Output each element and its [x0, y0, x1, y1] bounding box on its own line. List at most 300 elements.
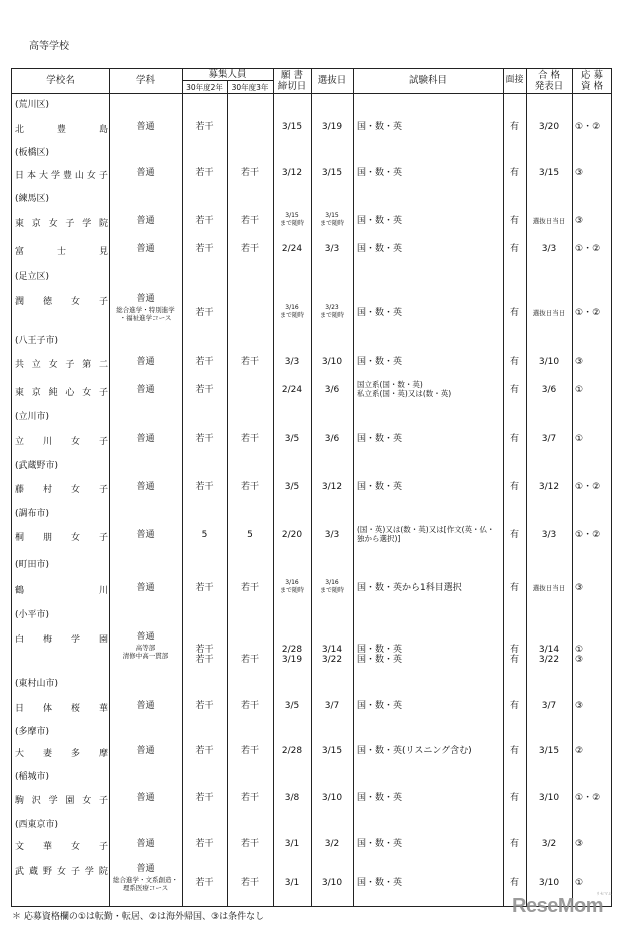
- qualification: ③: [575, 216, 584, 226]
- school-name-char: 学: [84, 867, 94, 877]
- subjects-line: 国立系(国・数・英): [357, 380, 423, 389]
- school-name-char: 第: [82, 360, 92, 370]
- result: 3/10: [538, 357, 560, 367]
- school-name: [15, 385, 108, 398]
- admissions-table: [11, 68, 612, 907]
- result: 選抜日当日: [532, 584, 566, 592]
- header-divider: [12, 93, 611, 94]
- dept: 普通: [136, 864, 155, 874]
- school-name-char: 妻: [42, 749, 52, 759]
- deadline-date: 3/16: [285, 304, 299, 311]
- school-name-char: 子: [98, 533, 108, 543]
- header-result-2: 発表日: [534, 81, 564, 92]
- school-name-char: 川: [42, 437, 52, 447]
- subjects: 国・数・英: [357, 216, 403, 226]
- subjects: 国・数・英: [357, 839, 403, 849]
- subjects: 国・数・英: [357, 308, 403, 318]
- exam: 3/7: [324, 701, 340, 711]
- y2: 若干: [195, 385, 214, 395]
- school-name-char: 学: [48, 796, 58, 806]
- interview: 有: [509, 385, 519, 395]
- school-name-char: 山: [74, 171, 84, 181]
- exam: 3/15: [321, 746, 343, 756]
- district-label: (調布市): [15, 509, 50, 519]
- school-name: [15, 583, 108, 596]
- qualification: ③: [575, 357, 584, 367]
- district-label: (西東京市): [15, 820, 59, 830]
- school-name: [15, 216, 108, 229]
- dept-course: ・福祉進学コース: [119, 314, 172, 322]
- school-name-char: 女: [70, 533, 80, 543]
- qualification: ①・②: [575, 308, 601, 318]
- exam: 3/14: [321, 645, 343, 655]
- y3: 若干: [240, 746, 259, 756]
- subjects: 国・数・英: [357, 434, 403, 444]
- subjects: 国・数・英: [357, 357, 403, 367]
- school-name: [15, 168, 108, 181]
- subjects: 国・数・英から1科目選択: [357, 583, 462, 593]
- y2: 若干: [195, 655, 214, 665]
- interview: 有: [509, 839, 519, 849]
- school-name-char: 朋: [42, 533, 52, 543]
- school-name-char: 摩: [98, 749, 108, 759]
- exam-note: まで随時: [319, 220, 344, 227]
- y2: 若干: [195, 482, 214, 492]
- y2: 若干: [195, 308, 214, 318]
- school-name-char: 文: [15, 842, 25, 852]
- school-name-char: 多: [70, 749, 80, 759]
- qualification: ①: [575, 385, 584, 395]
- dept-course: 高等部: [135, 644, 156, 652]
- qualification: ③: [575, 168, 584, 178]
- result: 3/7: [541, 701, 557, 711]
- result: 3/7: [541, 434, 557, 444]
- watermark-kana: リセマム: [596, 891, 612, 896]
- y2: 5: [201, 530, 208, 540]
- header-recruit-y3: 30年度3年: [231, 83, 269, 92]
- y2: 若干: [195, 701, 214, 711]
- dept-course: 総合進学・文系創造・: [113, 876, 178, 884]
- col-divider: [572, 69, 573, 906]
- dept-course: 理系医療コース: [122, 884, 169, 892]
- y3: 若干: [240, 244, 259, 254]
- y3: 若干: [240, 168, 259, 178]
- header-qualification-1: 応 募: [580, 70, 604, 81]
- qualification: ②: [575, 746, 584, 756]
- school-name-char: 体: [42, 704, 52, 714]
- subjects: 国・数・英: [357, 793, 403, 803]
- deadline: 2/28: [281, 645, 303, 655]
- school-name-char: 東: [15, 388, 25, 398]
- school-name-char: 院: [98, 867, 108, 877]
- school-name-char: 徳: [42, 297, 52, 307]
- school-name-char: 心: [65, 388, 75, 398]
- interview: 有: [509, 793, 519, 803]
- school-name-char: 女: [86, 171, 96, 181]
- result: 3/20: [538, 122, 560, 132]
- y3: 若干: [240, 701, 259, 711]
- result: 3/12: [538, 482, 560, 492]
- school-name: [15, 701, 108, 714]
- header-school: 学校名: [46, 75, 75, 86]
- school-name: [15, 357, 108, 370]
- school-name-char: 豊: [62, 171, 72, 181]
- school-name-char: 大: [38, 171, 48, 181]
- interview: 有: [509, 357, 519, 367]
- dept: 普通: [136, 434, 155, 444]
- deadline-date: 3/16: [285, 579, 299, 586]
- dept: 普通: [136, 793, 155, 803]
- y3: 若干: [240, 839, 259, 849]
- result: 3/15: [538, 168, 560, 178]
- school-name: [15, 482, 108, 495]
- school-name: [15, 244, 108, 257]
- dept: 普通: [136, 583, 155, 593]
- deadline: 2/28: [281, 746, 303, 756]
- qualification: ①: [575, 645, 584, 655]
- deadline: 3/5: [284, 482, 300, 492]
- subjects: 国・数・英: [357, 645, 403, 655]
- header-subjects: 試験科目: [408, 75, 447, 86]
- interview: 有: [509, 244, 519, 254]
- district-label: (武蔵野市): [15, 461, 59, 471]
- y3: 若干: [240, 357, 259, 367]
- school-name-char: 士: [56, 247, 66, 257]
- dept-course: 清修中高一貫部: [122, 652, 169, 660]
- result: 3/22: [538, 655, 560, 665]
- result: 3/2: [541, 839, 557, 849]
- school-name-char: 学: [82, 219, 92, 229]
- school-name-char: 鶴: [15, 586, 25, 596]
- result: 3/15: [538, 746, 560, 756]
- exam: 3/19: [321, 122, 343, 132]
- exam-note: まで随時: [319, 587, 344, 594]
- y3: 若干: [240, 793, 259, 803]
- school-name-char: 女: [70, 842, 80, 852]
- school-name-char: 立: [15, 437, 25, 447]
- dept: 普通: [136, 357, 155, 367]
- school-name-char: 本: [26, 171, 36, 181]
- exam-note: まで随時: [319, 312, 344, 319]
- y3: 若干: [240, 583, 259, 593]
- qualification: ①・②: [575, 530, 601, 540]
- deadline: 3/15: [281, 122, 303, 132]
- exam: 3/2: [324, 839, 340, 849]
- deadline-note: まで随時: [279, 220, 304, 227]
- qualification: ①・②: [575, 244, 601, 254]
- school-name-char: 桜: [70, 704, 80, 714]
- exam-date: 3/16: [325, 579, 339, 586]
- school-name-char: 駒: [15, 796, 25, 806]
- school-name-char: 京: [31, 219, 41, 229]
- dept: 普通: [136, 701, 155, 711]
- subheader-divider: [182, 80, 273, 81]
- school-name-char: 子: [98, 297, 108, 307]
- school-name-char: 学: [50, 171, 60, 181]
- school-name-char: 女: [70, 485, 80, 495]
- subjects-line: (国・英)又は(数・英)又は[作文(英・仏・: [357, 525, 495, 534]
- school-name-char: 女: [70, 297, 80, 307]
- y2: 若干: [195, 244, 214, 254]
- header-deadline-2: 締切日: [277, 81, 307, 92]
- y2: 若干: [195, 168, 214, 178]
- qualification: ①・②: [575, 482, 601, 492]
- interview: 有: [509, 530, 519, 540]
- deadline: 3/5: [284, 701, 300, 711]
- school-name-char: 子: [70, 867, 80, 877]
- col-divider: [227, 81, 228, 906]
- header-qualification-2: 資 格: [580, 81, 604, 92]
- school-name-char: 大: [15, 749, 25, 759]
- subjects: 国・数・英(リスニング含む): [357, 746, 472, 756]
- school-name: [15, 434, 108, 447]
- school-name-char: 日: [15, 171, 25, 181]
- deadline: 3/1: [284, 878, 300, 888]
- deadline: 2/24: [281, 385, 303, 395]
- school-name-char: 二: [98, 360, 108, 370]
- qualification: ①: [575, 878, 584, 888]
- exam: 3/6: [324, 385, 340, 395]
- school-name-char: 日: [15, 704, 25, 714]
- exam: 3/15: [321, 168, 343, 178]
- interview: 有: [509, 655, 519, 665]
- y2: 若干: [195, 839, 214, 849]
- deadline: 3/8: [284, 793, 300, 803]
- interview: 有: [509, 308, 519, 318]
- school-name-char: 華: [42, 842, 52, 852]
- school-name-char: 沢: [31, 796, 41, 806]
- deadline: 2/24: [281, 244, 303, 254]
- district-label: (八王子市): [15, 336, 59, 346]
- school-name: [15, 793, 108, 806]
- exam: 3/10: [321, 793, 343, 803]
- district-label: (小平市): [15, 610, 50, 620]
- interview: 有: [509, 434, 519, 444]
- y2: 若干: [195, 357, 214, 367]
- district-label: (東村山市): [15, 679, 59, 689]
- district-label: (板橋区): [15, 148, 50, 158]
- exam-date: 3/23: [325, 304, 339, 311]
- header-deadline-1: 願 書: [280, 70, 304, 81]
- qualification: ③: [575, 583, 584, 593]
- deadline-note: まで随時: [279, 587, 304, 594]
- dept: 普通: [136, 839, 155, 849]
- dept: 普通: [136, 294, 155, 304]
- district-label: (多摩市): [15, 727, 50, 737]
- y2: 若干: [195, 645, 214, 655]
- exam-date: 3/15: [325, 212, 339, 219]
- y3: 若干: [240, 878, 259, 888]
- school-name-char: 子: [98, 842, 108, 852]
- district-label: (稲城市): [15, 772, 50, 782]
- school-name-char: 女: [56, 867, 66, 877]
- school-name-char: 純: [48, 388, 58, 398]
- y3: 若干: [240, 216, 259, 226]
- header-exam-date: 選抜日: [317, 75, 347, 86]
- school-name-char: 学: [70, 635, 80, 645]
- dept: 普通: [136, 168, 155, 178]
- dept: 普通: [136, 530, 155, 540]
- y3: 5: [247, 530, 253, 540]
- col-divider: [353, 69, 354, 906]
- deadline: 2/20: [281, 530, 303, 540]
- subjects: 国・数・英: [357, 701, 403, 711]
- school-name-char: 子: [65, 360, 75, 370]
- y2: 若干: [195, 793, 214, 803]
- school-name: [15, 530, 108, 543]
- header-recruit: 募集人員: [208, 69, 247, 80]
- school-name: [15, 746, 108, 759]
- interview: 有: [509, 645, 519, 655]
- school-name: [15, 864, 108, 877]
- dept-course: 総合進学・特別進学: [116, 306, 175, 314]
- exam: 3/10: [321, 357, 343, 367]
- y2: 若干: [195, 878, 214, 888]
- school-name-char: 豊: [56, 125, 66, 135]
- qualification: ③: [575, 839, 584, 849]
- school-name-char: 武: [15, 867, 25, 877]
- school-name-char: 子: [98, 796, 108, 806]
- school-name-char: 島: [98, 125, 108, 135]
- exam: 3/12: [321, 482, 343, 492]
- school-name: [15, 632, 108, 645]
- school-name-char: 潤: [15, 297, 25, 307]
- result: 3/14: [538, 645, 560, 655]
- subjects: 国・数・英: [357, 655, 403, 665]
- interview: 有: [509, 482, 519, 492]
- deadline: 3/3: [284, 357, 300, 367]
- exam: 3/6: [324, 434, 340, 444]
- qualification: ③: [575, 655, 584, 665]
- footnote: ＊ 応募資格欄の①は転勤・転居、②は海外帰国、③は条件なし: [12, 912, 265, 922]
- result: 選抜日当日: [532, 217, 566, 225]
- deadline-date: 3/15: [285, 212, 299, 219]
- school-name-char: 白: [15, 635, 25, 645]
- dept: 普通: [136, 632, 155, 642]
- y3: 若干: [240, 655, 259, 665]
- interview: 有: [509, 216, 519, 226]
- y2: 若干: [195, 746, 214, 756]
- school-name-char: 富: [15, 247, 25, 257]
- school-name: [15, 122, 108, 135]
- qualification: ①・②: [575, 793, 601, 803]
- school-name-char: 梅: [42, 635, 52, 645]
- school-name: [15, 839, 108, 852]
- dept: 普通: [136, 122, 155, 132]
- school-name-char: 子: [98, 437, 108, 447]
- school-name-char: 北: [15, 125, 25, 135]
- school-name-char: 園: [98, 635, 108, 645]
- school-name-char: 東: [15, 219, 25, 229]
- school-name-char: 子: [65, 219, 75, 229]
- subjects: 国・数・英: [357, 244, 403, 254]
- school-name-char: 女: [48, 219, 58, 229]
- interview: 有: [509, 168, 519, 178]
- qualification: ①・②: [575, 122, 601, 132]
- interview: 有: [509, 746, 519, 756]
- exam: 3/3: [324, 244, 340, 254]
- exam: 3/3: [324, 530, 340, 540]
- qualification: ③: [575, 701, 584, 711]
- y2: 若干: [195, 434, 214, 444]
- school-name-char: 子: [98, 485, 108, 495]
- result: 3/10: [538, 793, 560, 803]
- school-name-char: 子: [98, 171, 108, 181]
- y3: 若干: [240, 434, 259, 444]
- y2: 若干: [195, 216, 214, 226]
- subjects-line: 私立系(国・英)又は(数・英): [357, 389, 452, 398]
- qualification: ①: [575, 434, 584, 444]
- result: 3/3: [541, 530, 557, 540]
- y2: 若干: [195, 583, 214, 593]
- dept: 普通: [136, 746, 155, 756]
- school-name-char: 蔵: [28, 867, 38, 877]
- header-dept: 学科: [135, 75, 155, 86]
- school-name-char: 野: [42, 867, 52, 877]
- interview: 有: [509, 878, 519, 888]
- school-name-char: 藤: [15, 485, 25, 495]
- exam: 3/22: [321, 655, 343, 665]
- exam: 3/10: [321, 878, 343, 888]
- result: 3/3: [541, 244, 557, 254]
- school-name-char: 村: [42, 485, 52, 495]
- school-name-char: 共: [15, 360, 25, 370]
- school-name-char: 川: [98, 586, 108, 596]
- result: 3/6: [541, 385, 557, 395]
- subjects-line: 独から選択)]: [357, 534, 401, 543]
- dept: 普通: [136, 482, 155, 492]
- school-name-char: 園: [65, 796, 75, 806]
- header-result-1: 合 格: [537, 70, 561, 81]
- page-title: 高等学校: [29, 41, 69, 52]
- school-name-char: 院: [98, 219, 108, 229]
- subjects: 国・数・英: [357, 482, 403, 492]
- deadline: 3/1: [284, 839, 300, 849]
- header-recruit-y2: 30年度2年: [186, 83, 223, 92]
- school-name: [15, 294, 108, 307]
- school-name-char: 華: [98, 704, 108, 714]
- school-name-char: 京: [31, 388, 41, 398]
- district-label: (町田市): [15, 560, 50, 570]
- deadline: 3/5: [284, 434, 300, 444]
- deadline-note: まで随時: [279, 312, 304, 319]
- dept: 普通: [136, 216, 155, 226]
- deadline: 3/19: [281, 655, 303, 665]
- header-interview: 面接: [505, 75, 524, 85]
- interview: 有: [509, 701, 519, 711]
- y2: 若干: [195, 122, 214, 132]
- subjects: 国・数・英: [357, 878, 403, 888]
- school-name-char: 女: [70, 437, 80, 447]
- school-name-char: 女: [48, 360, 58, 370]
- district-label: (練馬区): [15, 194, 50, 204]
- school-name-char: 女: [82, 388, 92, 398]
- district-label: (荒川区): [15, 100, 50, 110]
- subjects: 国・数・英: [357, 168, 403, 178]
- deadline: 3/12: [281, 168, 303, 178]
- dept: 普通: [136, 244, 155, 254]
- interview: 有: [509, 122, 519, 132]
- district-label: (足立区): [15, 272, 50, 282]
- school-name-char: 桐: [15, 533, 25, 543]
- result: 3/10: [538, 878, 560, 888]
- subjects: 国・数・英: [357, 122, 403, 132]
- school-name-char: 子: [98, 388, 108, 398]
- result: 選抜日当日: [532, 309, 566, 317]
- dept: 普通: [136, 385, 155, 395]
- interview: 有: [509, 583, 519, 593]
- school-name-char: 女: [82, 796, 92, 806]
